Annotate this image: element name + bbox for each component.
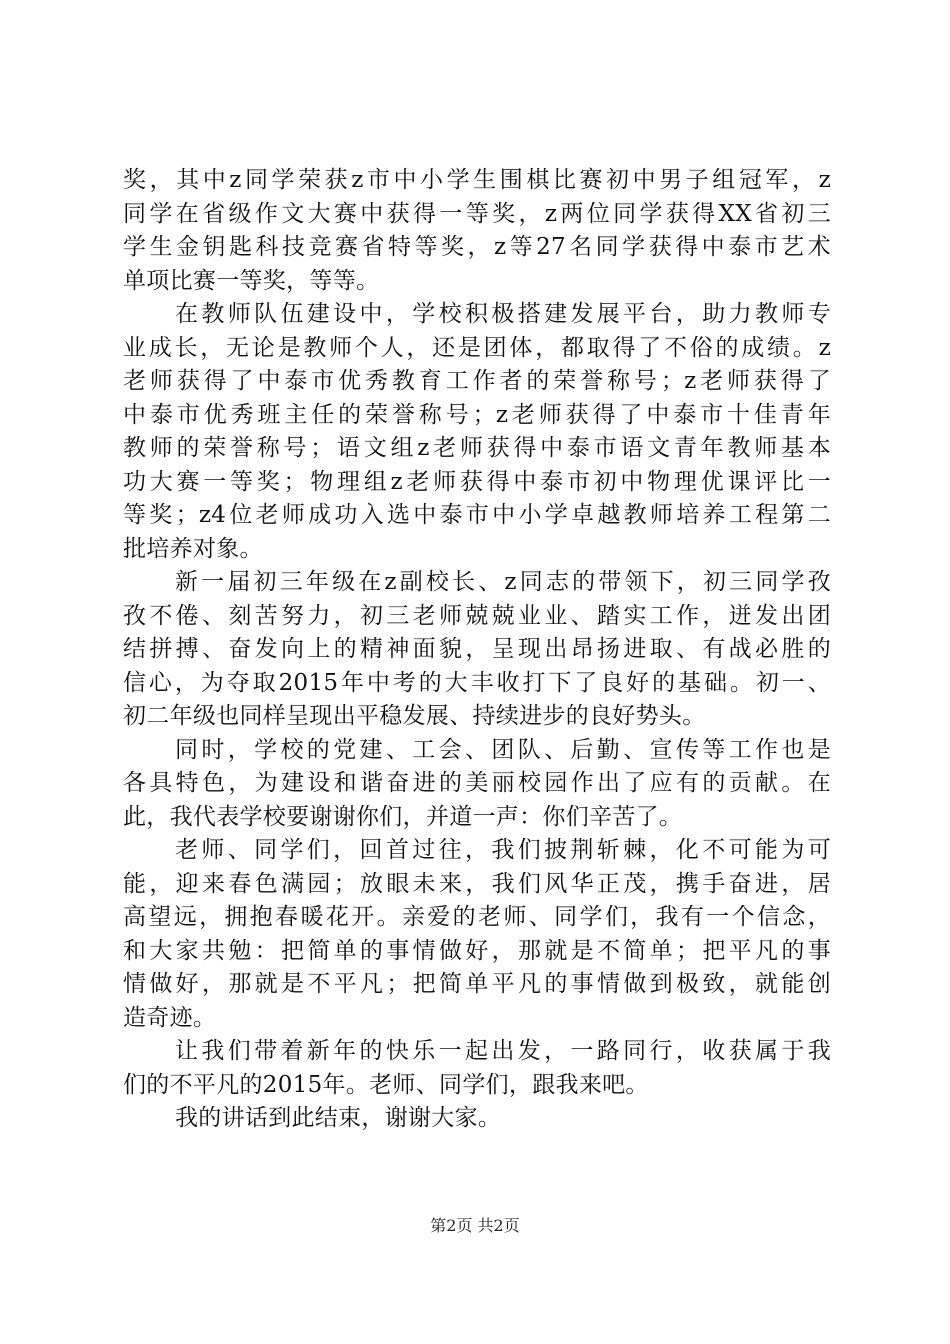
page-number-footer: 第2页 共2页 — [430, 1216, 520, 1235]
text-line: 学生金钥匙科技竞赛省特等奖，z等27名同学获得中泰市艺术 — [123, 234, 831, 260]
text-line: 老师获得了中泰市优秀教育工作者的荣誉称号；z老师获得了 — [123, 368, 831, 394]
paragraph-first-line: 同时，学校的党建、工会、团队、后勤、宣传等工作也是 — [175, 736, 831, 763]
closing-line: 我的讲话到此结束，谢谢大家。 — [175, 1105, 502, 1131]
text-line: 高望远，拥抱春暖花开。亲爱的老师、同学们，我有一个信念， — [123, 904, 831, 930]
paragraph-first-line: 新一届初三年级在z副校长、z同志的带领下，初三同学孜 — [175, 569, 831, 595]
text-line: 等奖；z4位老师成功入选中泰市中小学卓越教师培养工程第二 — [123, 502, 831, 528]
paragraph-first-line: 让我们带着新年的快乐一起出发，一路同行，收获属于我 — [175, 1038, 831, 1064]
text-line: 结拼搏、奋发向上的精神面貌，呈现出昂扬进取、有战必胜的 — [123, 636, 831, 662]
paragraph-first-line: 在教师队伍建设中，学校积极搭建发展平台，助力教师专 — [175, 301, 831, 327]
speech-body — [123, 164, 831, 1136]
text-line: 能，迎来春色满园；放眼未来，我们风华正茂，携手奋进，居 — [123, 870, 831, 897]
text-line: 同学在省级作文大赛中获得一等奖，z两位同学获得XX省初三 — [123, 200, 831, 227]
text-line: 初二年级也同样呈现出平稳发展、持续进步的良好势头。 — [123, 703, 706, 729]
text-line: 造奇迹。 — [123, 1004, 217, 1031]
text-line: 教师的荣誉称号；语文组z老师获得中泰市语文青年教师基本 — [123, 435, 831, 461]
text-line: 奖，其中z同学荣获z市中小学生围棋比赛初中男子组冠军，z — [123, 167, 831, 193]
text-line: 单项比赛一等奖，等等。 — [123, 267, 380, 294]
text-line: 和大家共勉：把简单的事情做好，那就是不简单；把平凡的事 — [123, 937, 831, 964]
text-line: 情做好，那就是不平凡；把简单平凡的事情做到极致，就能创 — [123, 971, 831, 997]
text-line: 各具特色，为建设和谐奋进的美丽校园作出了应有的贡献。在 — [123, 770, 831, 796]
text-line: 孜不倦、刻苦努力，初三老师兢兢业业、踏实工作，迸发出团 — [123, 602, 831, 629]
paragraph-first-line: 老师、同学们，回首过往，我们披荆斩棘，化不可能为可 — [175, 837, 831, 863]
text-line: 此，我代表学校要谢谢你们，并道一声：你们辛苦了。 — [123, 803, 683, 830]
text-line: 批培养对象。 — [123, 535, 263, 562]
text-line: 信心，为夺取2015年中考的大丰收打下了良好的基础。初一、 — [123, 669, 831, 696]
text-line: 功大赛一等奖；物理组z老师获得中泰市初中物理优课评比一 — [123, 468, 831, 495]
text-line: 们的不平凡的2015年。老师、同学们，跟我来吧。 — [123, 1071, 649, 1098]
text-line: 中泰市优秀班主任的荣誉称号；z老师获得了中泰市十佳青年 — [123, 401, 831, 428]
text-line: 业成长，无论是教师个人，还是团体，都取得了不俗的成绩。z — [123, 334, 831, 361]
